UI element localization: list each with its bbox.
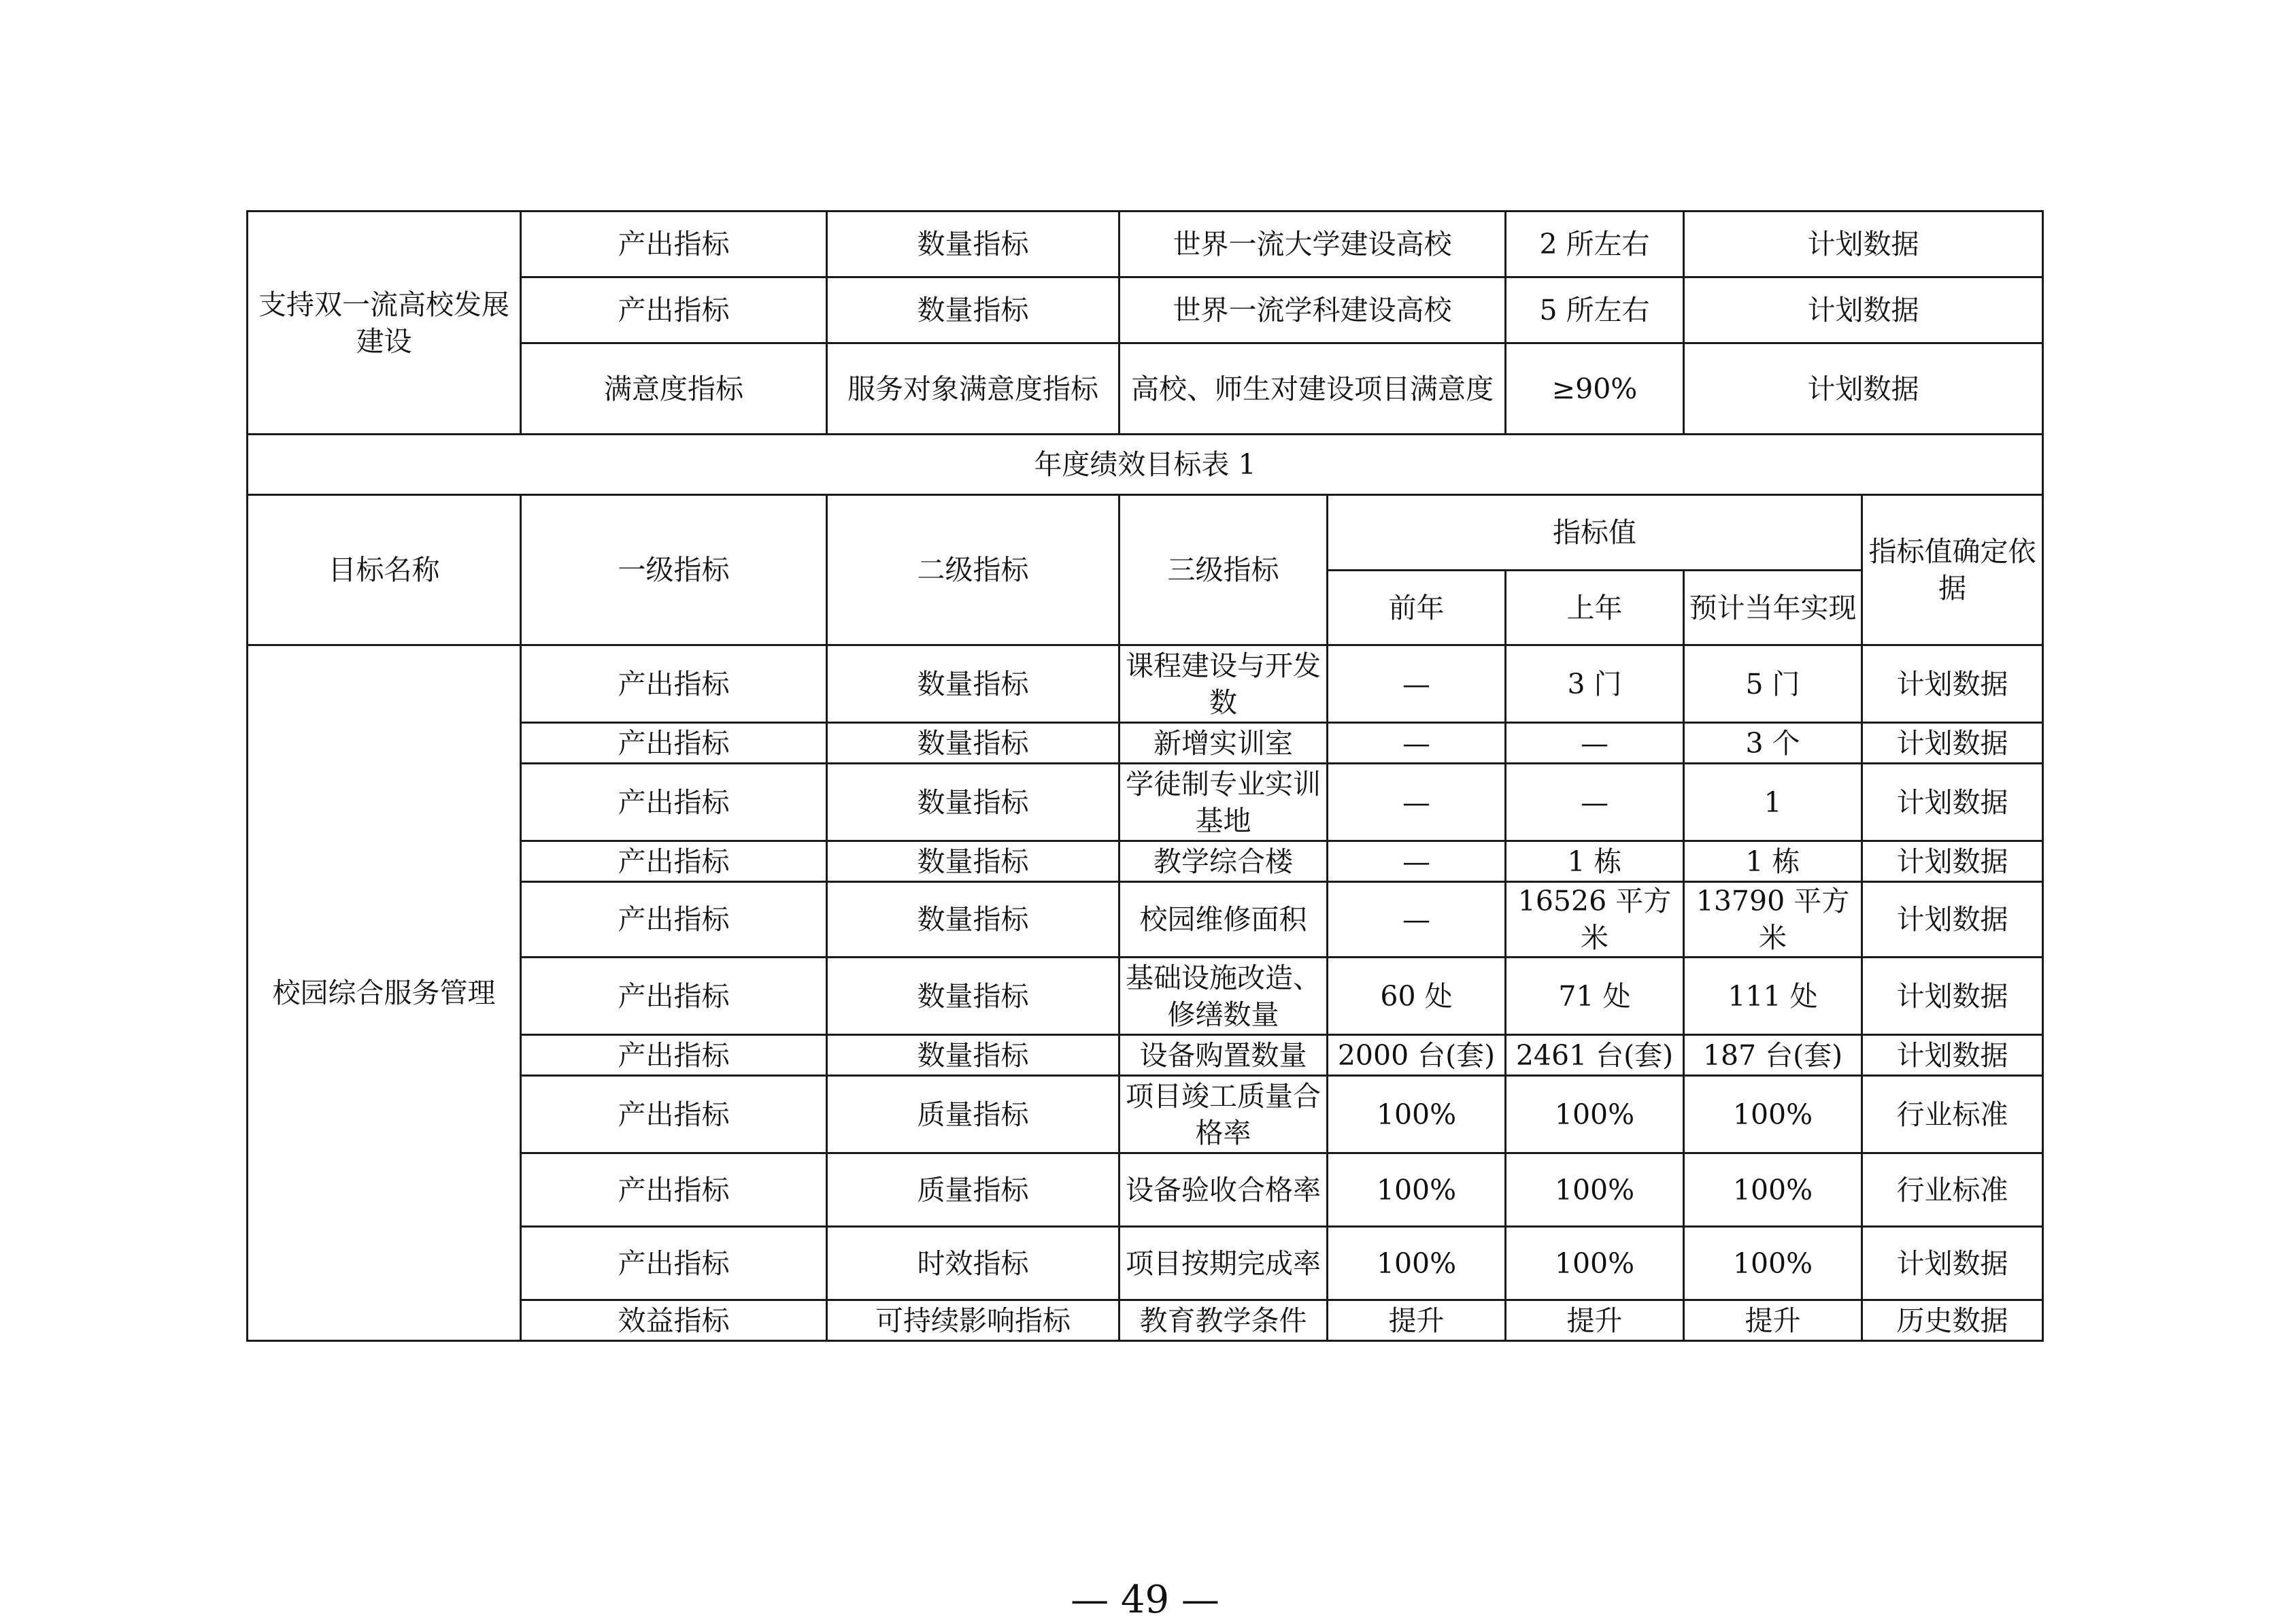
header-last-year: 上年: [1506, 571, 1684, 645]
basis-cell: 计划数据: [1684, 343, 2043, 435]
this-year-cell: 100%: [1684, 1153, 1862, 1227]
basis-cell: 计划数据: [1862, 841, 2043, 882]
level1-cell: 产出指标: [521, 723, 827, 764]
basis-cell: 计划数据: [1862, 1227, 2043, 1300]
prev-year-cell: —: [1328, 764, 1506, 841]
level1-cell: 产出指标: [521, 764, 827, 841]
prev-year-cell: 100%: [1328, 1227, 1506, 1300]
table-row: [248, 645, 2043, 723]
header-indicator-value: 指标值: [1328, 495, 1862, 571]
level1-cell: 满意度指标: [521, 343, 827, 435]
level2-cell: 质量指标: [827, 1153, 1119, 1227]
header-level3: 三级指标: [1119, 495, 1328, 645]
table-row: [248, 212, 2043, 277]
level2-cell: 数量指标: [827, 723, 1119, 764]
level1-cell: 产出指标: [521, 882, 827, 958]
this-year-cell: 5 门: [1684, 645, 1862, 723]
last-year-cell: 16526 平方米: [1506, 882, 1684, 958]
header-level1: 一级指标: [521, 495, 827, 645]
header-prev-year: 前年: [1328, 571, 1506, 645]
last-year-cell: 100%: [1506, 1153, 1684, 1227]
this-year-cell: 100%: [1684, 1076, 1862, 1153]
prev-year-cell: —: [1328, 645, 1506, 723]
level1-cell: 产出指标: [521, 1035, 827, 1076]
level1-cell: 产出指标: [521, 958, 827, 1035]
basis-cell: 计划数据: [1684, 212, 2043, 277]
value-cell: 5 所左右: [1506, 277, 1684, 343]
this-year-cell: 1: [1684, 764, 1862, 841]
header-row: [248, 495, 2043, 571]
level1-cell: 产出指标: [521, 1227, 827, 1300]
level2-cell: 时效指标: [827, 1227, 1119, 1300]
prev-year-cell: 提升: [1328, 1300, 1506, 1341]
this-year-cell: 3 个: [1684, 723, 1862, 764]
goal-name-cell: 校园综合服务管理: [248, 645, 521, 1341]
level1-cell: 产出指标: [521, 645, 827, 723]
table-title-row: [248, 435, 2043, 495]
level2-cell: 质量指标: [827, 1076, 1119, 1153]
last-year-cell: —: [1506, 764, 1684, 841]
level1-cell: 产出指标: [521, 841, 827, 882]
level3-cell: 世界一流学科建设高校: [1119, 277, 1506, 343]
basis-cell: 计划数据: [1862, 882, 2043, 958]
level3-cell: 教育教学条件: [1119, 1300, 1328, 1341]
basis-cell: 计划数据: [1684, 277, 2043, 343]
goal-name-cell: 支持双一流高校发展建设: [248, 212, 521, 435]
prev-year-cell: —: [1328, 723, 1506, 764]
level3-cell: 教学综合楼: [1119, 841, 1328, 882]
level3-cell: 高校、师生对建设项目满意度: [1119, 343, 1506, 435]
prev-year-cell: —: [1328, 882, 1506, 958]
last-year-cell: —: [1506, 723, 1684, 764]
level3-cell: 基础设施改造、修缮数量: [1119, 958, 1328, 1035]
level2-cell: 数量指标: [827, 841, 1119, 882]
level2-cell: 数量指标: [827, 277, 1119, 343]
level3-cell: 项目按期完成率: [1119, 1227, 1328, 1300]
basis-cell: 行业标准: [1862, 1076, 2043, 1153]
prev-year-cell: 2000 台(套): [1328, 1035, 1506, 1076]
this-year-cell: 187 台(套): [1684, 1035, 1862, 1076]
prev-year-cell: 100%: [1328, 1076, 1506, 1153]
basis-cell: 计划数据: [1862, 1035, 2043, 1076]
level1-cell: 产出指标: [521, 212, 827, 277]
prev-year-cell: —: [1328, 841, 1506, 882]
level2-cell: 服务对象满意度指标: [827, 343, 1119, 435]
header-basis: 指标值确定依据: [1862, 495, 2043, 645]
prev-year-cell: 60 处: [1328, 958, 1506, 1035]
this-year-cell: 1 栋: [1684, 841, 1862, 882]
prev-year-cell: 100%: [1328, 1153, 1506, 1227]
basis-cell: 计划数据: [1862, 764, 2043, 841]
level1-cell: 产出指标: [521, 1153, 827, 1227]
header-this-year: 预计当年实现: [1684, 571, 1862, 645]
level2-cell: 数量指标: [827, 645, 1119, 723]
level3-cell: 学徒制专业实训基地: [1119, 764, 1328, 841]
level3-cell: 课程建设与开发数: [1119, 645, 1328, 723]
this-year-cell: 13790 平方米: [1684, 882, 1862, 958]
level2-cell: 数量指标: [827, 1035, 1119, 1076]
value-cell: ≥90%: [1506, 343, 1684, 435]
last-year-cell: 1 栋: [1506, 841, 1684, 882]
basis-cell: 历史数据: [1862, 1300, 2043, 1341]
basis-cell: 计划数据: [1862, 645, 2043, 723]
level3-cell: 设备购置数量: [1119, 1035, 1328, 1076]
level3-cell: 新增实训室: [1119, 723, 1328, 764]
last-year-cell: 提升: [1506, 1300, 1684, 1341]
level2-cell: 数量指标: [827, 882, 1119, 958]
basis-cell: 计划数据: [1862, 958, 2043, 1035]
level1-cell: 产出指标: [521, 277, 827, 343]
level1-cell: 效益指标: [521, 1300, 827, 1341]
level2-cell: 可持续影响指标: [827, 1300, 1119, 1341]
last-year-cell: 3 门: [1506, 645, 1684, 723]
level1-cell: 产出指标: [521, 1076, 827, 1153]
this-year-cell: 提升: [1684, 1300, 1862, 1341]
level3-cell: 设备验收合格率: [1119, 1153, 1328, 1227]
last-year-cell: 100%: [1506, 1076, 1684, 1153]
level2-cell: 数量指标: [827, 764, 1119, 841]
level2-cell: 数量指标: [827, 958, 1119, 1035]
last-year-cell: 71 处: [1506, 958, 1684, 1035]
basis-cell: 计划数据: [1862, 723, 2043, 764]
value-cell: 2 所左右: [1506, 212, 1684, 277]
table-title: 年度绩效目标表 1: [248, 435, 2043, 495]
performance-goal-table: [246, 210, 2044, 1342]
this-year-cell: 100%: [1684, 1227, 1862, 1300]
last-year-cell: 2461 台(套): [1506, 1035, 1684, 1076]
header-level2: 二级指标: [827, 495, 1119, 645]
level3-cell: 校园维修面积: [1119, 882, 1328, 958]
level3-cell: 世界一流大学建设高校: [1119, 212, 1506, 277]
last-year-cell: 100%: [1506, 1227, 1684, 1300]
level3-cell: 项目竣工质量合格率: [1119, 1076, 1328, 1153]
level2-cell: 数量指标: [827, 212, 1119, 277]
this-year-cell: 111 处: [1684, 958, 1862, 1035]
header-goal-name: 目标名称: [248, 495, 521, 645]
page-number: — 49 —: [1071, 1578, 1219, 1622]
basis-cell: 行业标准: [1862, 1153, 2043, 1227]
